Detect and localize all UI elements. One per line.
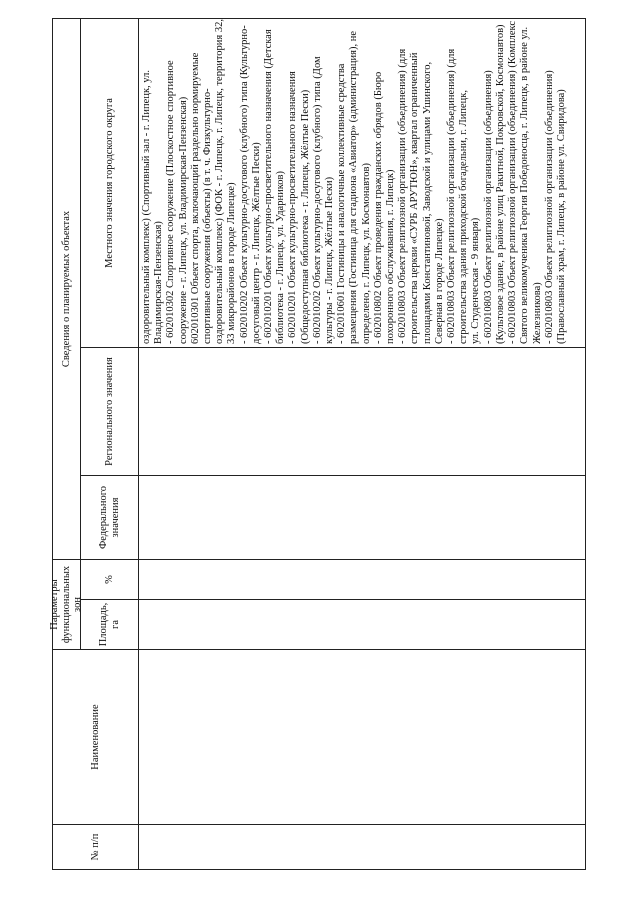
local-object-line: ул. Студенческая - 9 января) bbox=[470, 217, 482, 344]
local-object-line: спортивные сооружения (объекты) (в т. ч. Физкультурно- bbox=[202, 88, 214, 344]
local-object-line: - 602010803 Объект религиозной организации (объединения) (Комплекс bbox=[507, 20, 519, 344]
header-area: Площадь, га bbox=[81, 599, 139, 649]
local-object-line: - 602010201 Объект культурно-просветительного назначения (Детская bbox=[263, 29, 275, 344]
local-object-line: 33 микрорайонов в городе Липецке) bbox=[226, 182, 238, 344]
local-object-line: строительства церкви «СУРБ АРУТЮН», квартал ограниченный bbox=[409, 52, 421, 344]
local-object-line: - 602010802 Объект проведения гражданских обрядов (Бюро bbox=[372, 71, 384, 344]
local-object-line: определено, г. Липецк, ул. Космонавтов) bbox=[360, 163, 372, 344]
local-object-line: оздоровительный комплекс) (ФОК - г. Липецк, г. Липецк, территория 32, bbox=[214, 19, 226, 344]
local-object-line: досуговый центр - г. Липецк, Жёлтые Пески) bbox=[250, 142, 262, 344]
local-object-line: строительства здания приходской богадельни, г. Липецк, bbox=[458, 90, 470, 344]
local-object-line: Железникова) bbox=[531, 282, 543, 344]
content-percent bbox=[139, 559, 585, 599]
header-federal: Федерального значения bbox=[81, 475, 139, 559]
header-num: № п/п bbox=[53, 824, 139, 869]
local-object-line: размещения (Гостиница для стадиона «Авиатор» (администрация), не bbox=[348, 30, 360, 344]
local-object-line: - 602010201 Объект культурно-просветительного назначения bbox=[287, 71, 299, 344]
local-object-line: оздоровительный комплекс) (Спортивный зал - г. Липецк, ул. bbox=[141, 70, 152, 344]
local-object-line: Владимирская-Пензенская) bbox=[153, 221, 165, 344]
local-object-line: площадями Константиновой, Заводской и улицами Ушинского, bbox=[421, 61, 433, 344]
local-object-line: (Православный храм, г. Липецк, в районе ул. Свиридова) bbox=[555, 89, 567, 344]
local-object-line: - 602010202 Объект культурно-досугового (клубного) типа (Дом bbox=[311, 56, 323, 344]
local-object-line: - 602010302 Спортивное сооружение (Плоскостное спортивное bbox=[165, 60, 177, 344]
header-regional: Регионального значения bbox=[81, 347, 139, 475]
local-object-line: - 602010202 Объект культурно-досугового (клубного) типа (Культурно- bbox=[238, 25, 250, 344]
header-local: Местного значения городского округа bbox=[81, 19, 139, 347]
local-object-line: сооружение - г. Липецк, ул. Владимирская-Пензенская) bbox=[177, 96, 189, 344]
local-object-line: 602010301 Объект спорта, включающий раздельно нормируемые bbox=[189, 52, 201, 344]
local-object-line: культуры - г. Липецк, Жёлтые Пески) bbox=[324, 176, 336, 344]
header-info: Сведения о планируемых объектах bbox=[53, 19, 81, 559]
local-object-line: - 602010803 Объект религиозной организации (объединения) bbox=[543, 70, 555, 344]
header-name: Наименование bbox=[53, 649, 139, 824]
content-num bbox=[139, 824, 585, 869]
objects-table bbox=[49, 18, 586, 870]
local-object-line: - 602010803 Объект религиозной организации (объединения) (для bbox=[397, 48, 409, 344]
header-params: Параметры функциональных зон bbox=[53, 559, 81, 649]
content-regional bbox=[139, 347, 585, 475]
local-object-line: - 602010601 Гостиницы и аналогичные коллективные средства bbox=[336, 63, 348, 344]
header-percent: % bbox=[81, 559, 139, 599]
local-object-line: похоронного обслуживания, г. Липецк) bbox=[385, 169, 397, 344]
content-federal bbox=[139, 475, 585, 559]
local-object-line: - 602010803 Объект религиозной организации (объединения) (для bbox=[446, 48, 458, 344]
content-name bbox=[139, 649, 585, 824]
local-object-line: Святого великомученика Георгия Победоносца, г. Липецк, в районе ул. bbox=[519, 26, 531, 344]
local-object-line: - 602010803 Объект религиозной организации (объединения) bbox=[482, 70, 494, 344]
local-object-line: Северная в городе Липецке) bbox=[433, 218, 445, 344]
local-object-line: (Общедоступная библиотека - г. Липецк, Жёлтые Пески) bbox=[299, 89, 311, 344]
local-object-line: библиотека - г. Липецк, ул. Ударников) bbox=[275, 171, 287, 344]
local-object-line: (Культовое здание, в районе улиц Ракитной, Покровской, Космонавтов) bbox=[494, 24, 506, 344]
content-area bbox=[139, 599, 585, 649]
content-local bbox=[139, 19, 585, 347]
